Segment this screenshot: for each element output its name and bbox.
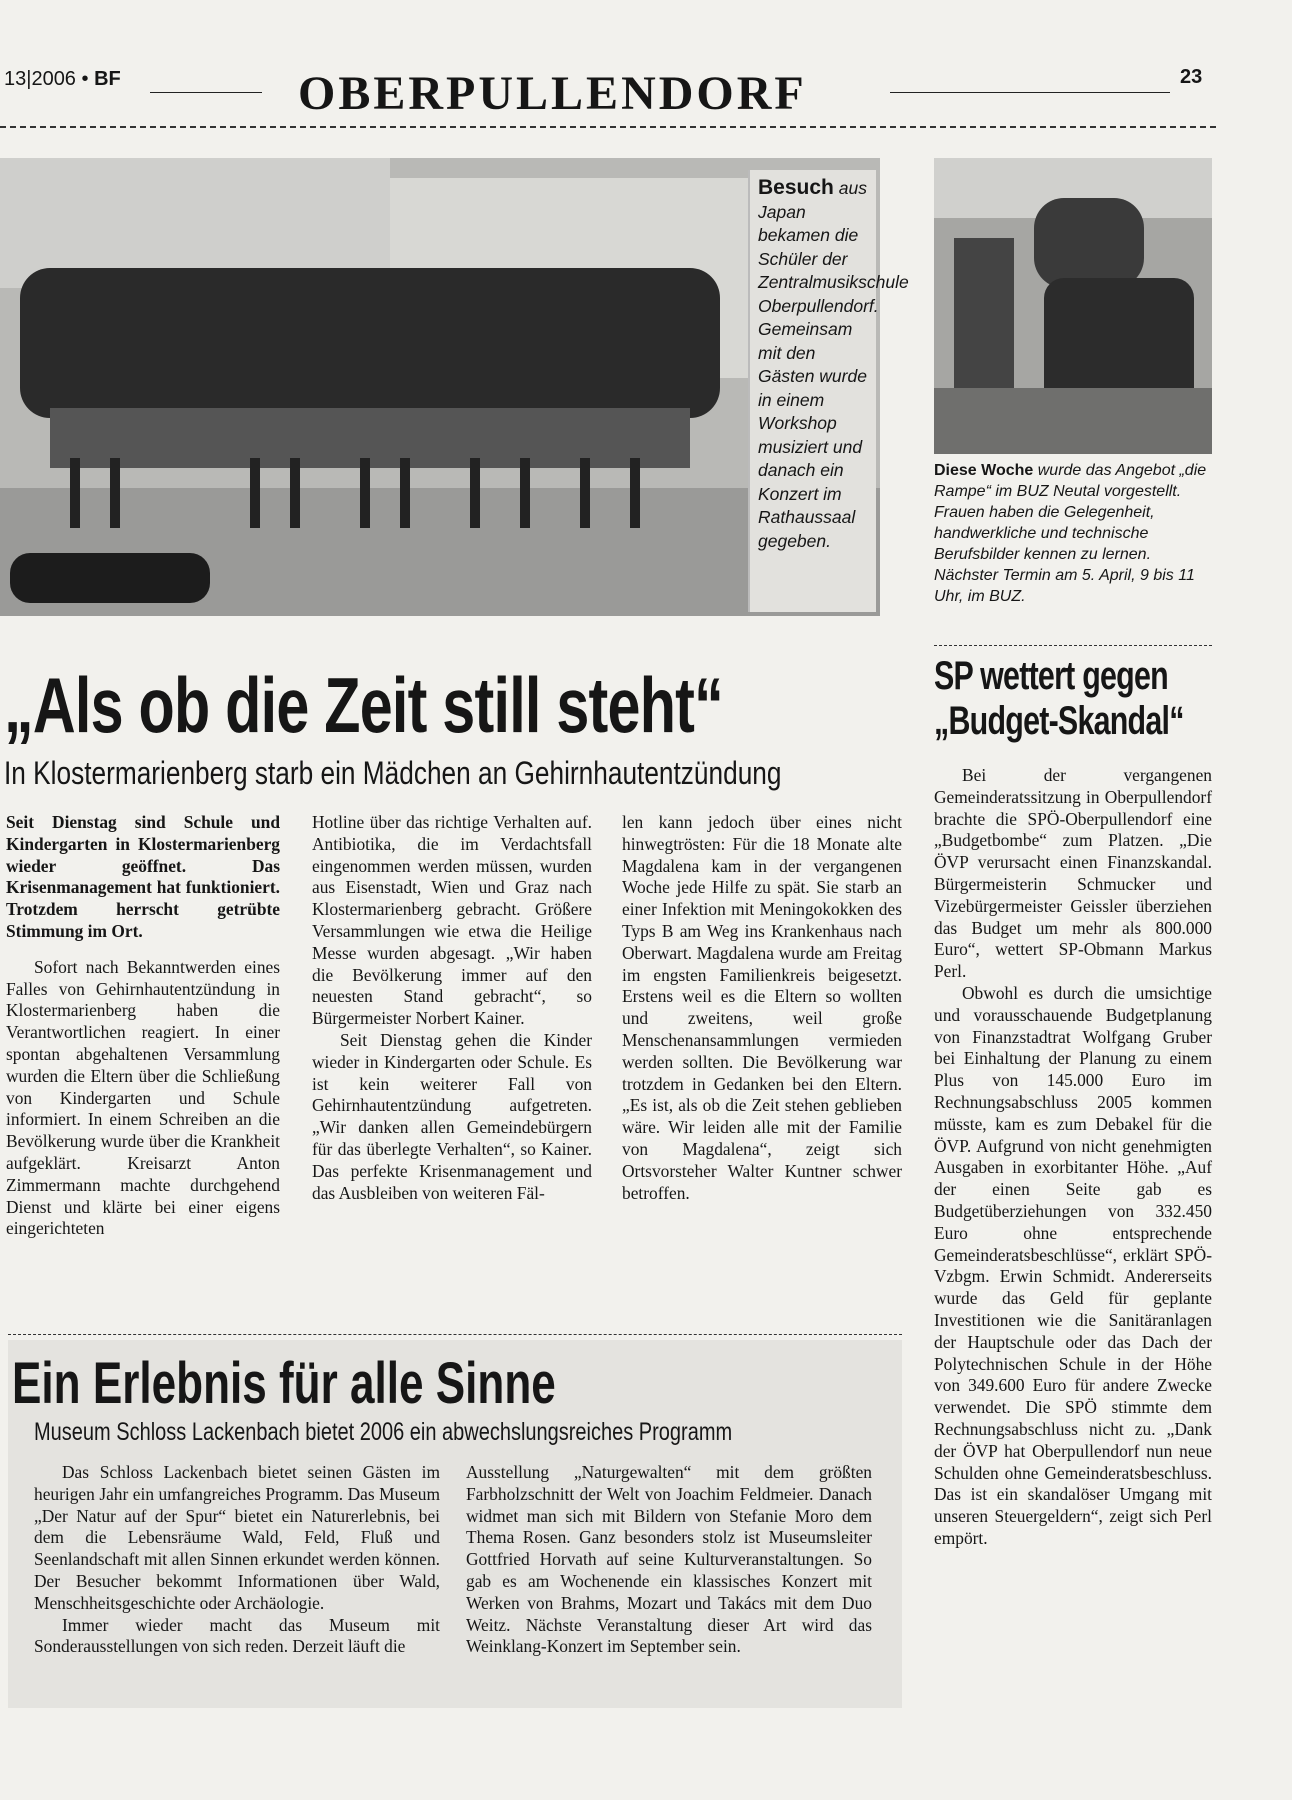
sidebar-paragraph: Bei der vergangenen Gemeinderatssitzung in Oberpullendorf brachte die SPÖ-Oberpullendorf eine „Budgetbombe“ zum Platzen. „Die ÖVP verursacht einen Finanzskandal. Bürgermeisterin Schmucker und Vizebürgermeister Geissler überziehen das Budget um mehr als 800.000 Euro“, wettert SP-Obmann Markus Perl. [934, 765, 1212, 982]
masthead-rule-left [150, 92, 262, 93]
museum-paragraph: Das Schloss Lackenbach bietet seinen Gästen im heurigen Jahr ein umfangreiches Programm. Das Museum „Der Natur auf der Spur“ bietet ein Naturerlebnis, bei dem die Lebensräume Wald, Feld, Fluß und Seenlandschaft mit allen Sinnen erkundet werden können. Der Besucher bekommt Informationen über Wald, Menschheitsgeschichte oder Archäologie. [34, 1462, 440, 1613]
article-column-1 [6, 812, 280, 1240]
side-divider [934, 645, 1212, 646]
article-subheadline: In Klostermarienberg starb ein Mädchen an Gehirnhautentzündung [4, 755, 782, 791]
museum-column-2 [466, 1462, 872, 1658]
caption-text: aus Japan bekamen die Schüler der Zentralmusikschule Oberpullendorf. Gemeinsam mit den Gästen wurde in einem Workshop musiziert und danach ein Konzert im Rathaussaal gegeben. [758, 178, 909, 551]
paper-name: BF [94, 68, 121, 90]
issue-info [4, 68, 121, 91]
section-title: OBERPULLENDORF [298, 67, 807, 120]
museum-subheadline: Museum Schloss Lackenbach bietet 2006 ein abwechslungsreiches Programm [34, 1418, 733, 1446]
caption-text: wurde das Angebot „die Rampe“ im BUZ Neutal vorgestellt. Frauen haben die Gelegenheit, handwerkliche und technische Berufsbilder kennen zu lernen. Nächster Termin am 5. April, 9 bis 11 Uhr, im BUZ. [934, 462, 1207, 605]
masthead-rule-right [890, 92, 1170, 93]
museum-column-1 [34, 1462, 440, 1658]
caption-lead: Diese Woche [934, 462, 1034, 479]
box-divider [8, 1334, 902, 1335]
article-headline: „Als ob die Zeit still steht“ [4, 661, 724, 749]
sidebar-headline: SP wettert gegen „Budget-Skandal“ [934, 654, 1184, 743]
museum-paragraph: Immer wieder macht das Museum mit Sonderausstellungen von sich reden. Derzeit läuft die [34, 1614, 440, 1657]
photo-caption-japan [748, 170, 909, 612]
article-paragraph: len kann jedoch über eines nicht hinwegtrösten: Für die 18 Monate alte Magdalena kam in der vergangenen Woche jede Hilfe zu spät. Sie starb an einer Infektion mit Meningokokken des Typs B am Weg ins Krankenhaus nach Oberwart. Magdalena wurde am Freitag im engsten Familienkreis beigesetzt. Erstens weil es die Eltern so wollten und zweitens, weil große Menschenansammlungen vermieden werden sollten. Die Bevölkerung war trotzdem in Gedanken bei den Eltern. „Es ist, als ob die Zeit stehen geblieben wäre. Wir leiden alle mit der Familie von Magdalena“, zeigt sich Ortsvorsteher Walter Kuntner schwer betroffen. [622, 812, 902, 1203]
masthead-divider [0, 126, 1216, 128]
article-lead: Seit Dienstag sind Schule und Kindergarten in Klostermarienberg wieder geöffnet. Das Krisenmanagement hat funktioniert. Trotzdem herrscht getrübte Stimmung im Ort. [6, 812, 280, 941]
photo-caption-rampe [934, 460, 1214, 607]
sidebar-paragraph: Obwohl es durch die umsichtige und vorausschauende Budgetplanung von Finanzstadtrat Wolfgang Gruber bei Einhaltung der Planung zu einem Plus von 145.000 Euro im Rechnungsabschluss 2005 kommen müsste, kam es zum Debakel für die ÖVP. Aufgrund von nicht genehmigten Ausgaben in exorbitanter Höhe. „Auf der einen Seite gab es Budgetüberziehungen von 332.450 Euro ohne entsprechende Gemeinderatsbeschlüsse“, erklärt SPÖ-Vzbgm. Erwin Schmidt. Andererseits wurde das Geld für geplante Investitionen wie die Sanitäranlagen der Hauptschule oder das Dach der Polytechnischen Schule in der Höhe von 349.600 Euro für andere Zwecke verwendet. Die SPÖ stimmte dem Rechnungsabschluss nicht zu. „Dank der ÖVP hat Oberpullendorf nun neue Schulden ohne Gemeinderatsbeschluss. Das ist ein skandalöser Umgang mit unseren Steuergeldern“, zeigt sich Perl empört. [934, 982, 1212, 1548]
photo-welding-woman [934, 158, 1212, 454]
museum-paragraph: Ausstellung „Naturgewalten“ mit dem größten Farbholzschnitt der Welt von Joachim Feldmeier. Danach widmet man sich mit Bildern von Stefanie Moro dem Thema Rosen. Ganz besonders stolz ist Museumsleiter Gottfried Horvath auf seine Kulturveranstaltungen. So gab es am Wochenende ein klassisches Konzert mit Werken von Brahms, Mozart und Takács mit dem Duo Weitz. Nächste Veranstaltung dieser Art wird das Weinklang-Konzert im September sein. [466, 1462, 872, 1657]
article-column-2 [312, 812, 592, 1204]
sidebar-column [934, 765, 1212, 1550]
page-number: 23 [1180, 66, 1203, 88]
issue-number: 13|2006 [4, 68, 76, 90]
museum-headline: Ein Erlebnis für alle Sinne [12, 1351, 556, 1416]
separator-dot: • [81, 68, 89, 90]
article-paragraph: Seit Dienstag gehen die Kinder wieder in Kindergarten oder Schule. Es ist kein weiterer Fall von Gehirnhautentzündung aufgetreten. „Wir danken allen Gemeindebürgern für das überlegte Verhalten“, so Kainer. Das perfekte Krisenmanagement und das Ausbleiben von weiteren Fäl- [312, 1029, 592, 1203]
article-paragraph: Hotline über das richtige Verhalten auf. Antibiotika, die im Verdachtsfall eingenommen werden müssen, wurden aus Eisenstadt, Wien und Graz nach Klostermarienberg gebracht. Größere Versammlungen wie etwa die Heilige Messe wurden abgesagt. „Wir haben die Bevölkerung immer auf den neuesten Stand gebracht“, so Bürgermeister Norbert Kainer. [312, 812, 592, 1029]
photo-welding-woman-image [934, 158, 1212, 454]
article-column-3 [622, 812, 902, 1204]
caption-lead: Besuch [758, 176, 834, 199]
article-paragraph: Sofort nach Bekanntwerden eines Falles von Gehirnhautentzündung in Klostermarienberg haben die Verantwortlichen reagiert. In einer spontan abgehaltenen Versammlung wurden die Eltern über die Schließung von Kindergarten und Schule informiert. In einem Schreiben an die Bevölkerung wurde über die Krankheit aufgeklärt. Kreisarzt Anton Zimmermann machte durchgehend Dienst und klärte bei einer eigens eingerichteten [6, 956, 280, 1239]
